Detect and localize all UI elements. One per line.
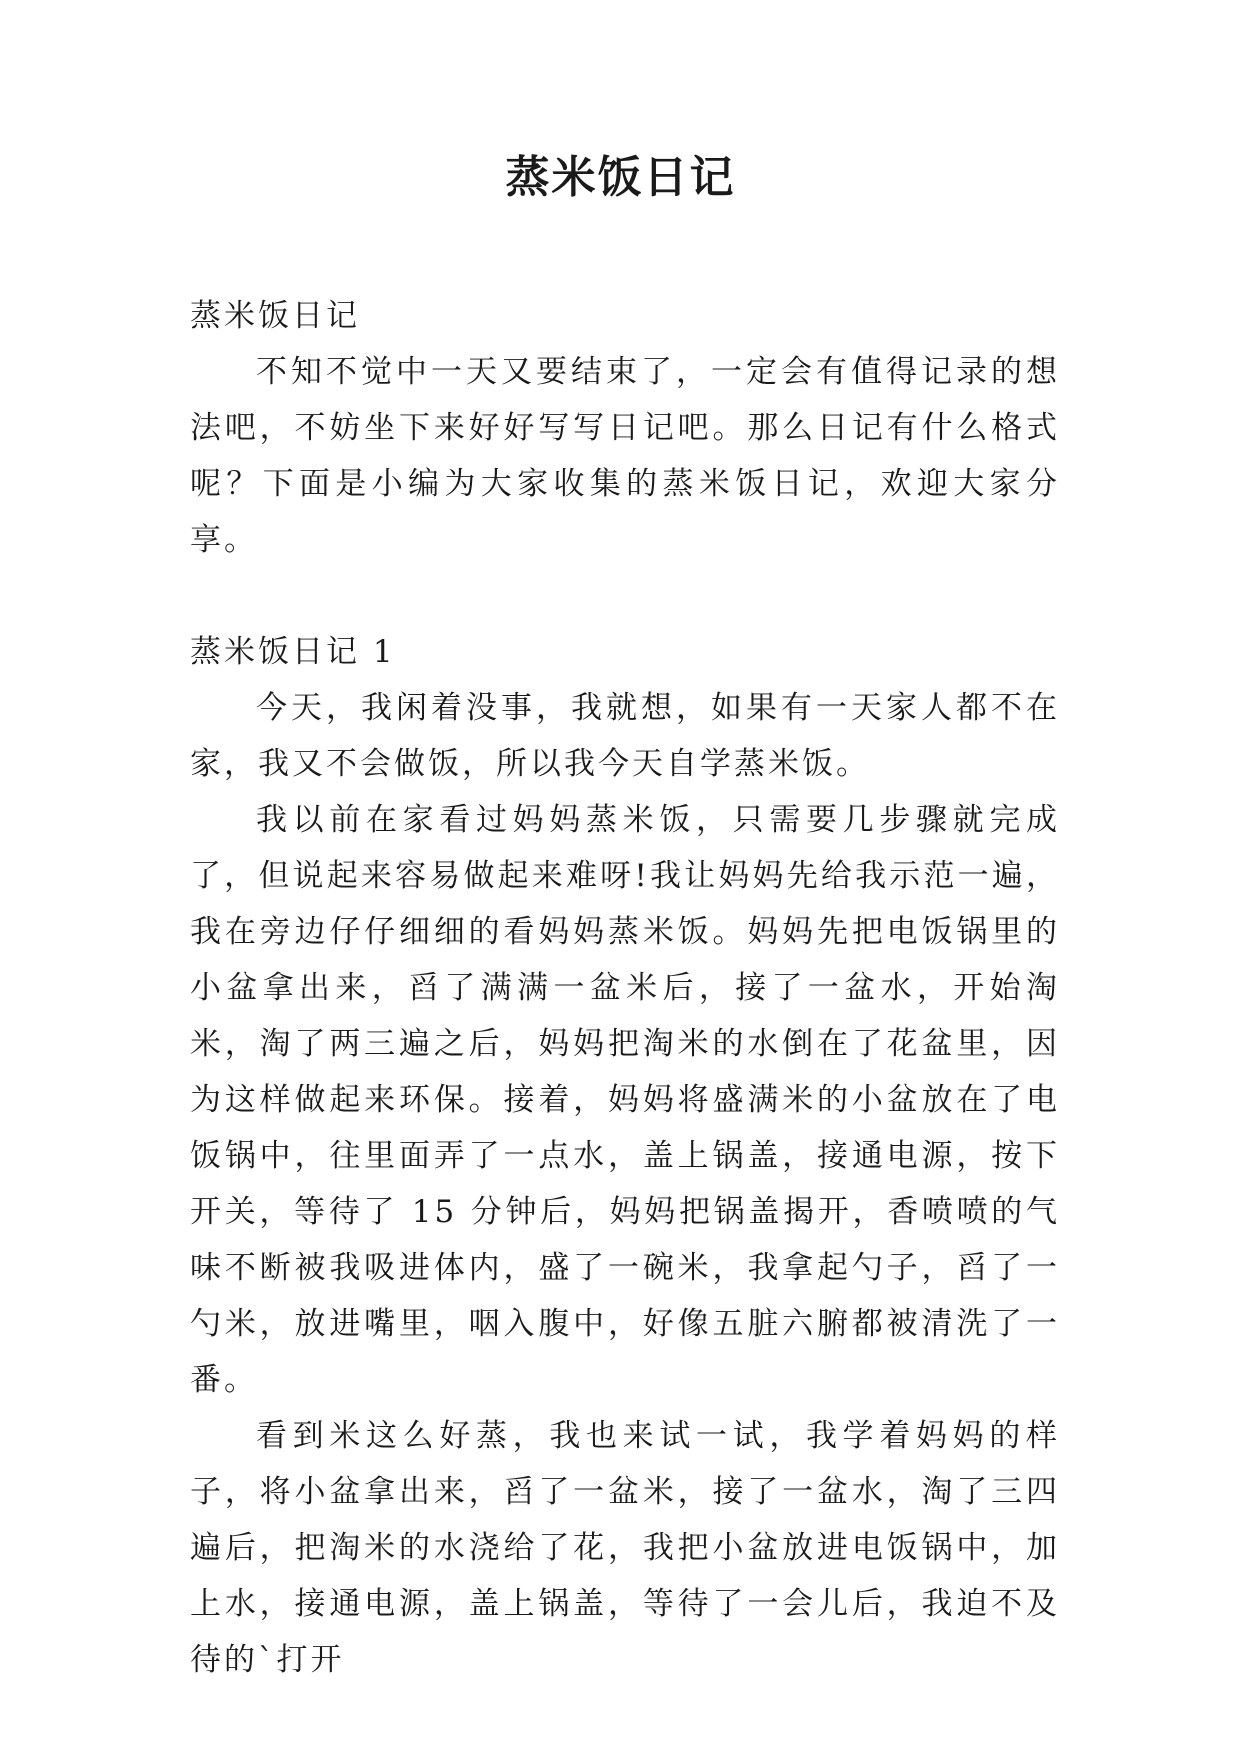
section1-paragraph-2: 我以前在家看过妈妈蒸米饭，只需要几步骤就完成了，但说起来容易做起来难呀!我让妈妈先给我示范一遍，我在旁边仔仔细细的看妈妈蒸米饭。妈妈先把电饭锅里的小盆拿出来，舀了满满一盆米后，接了一盆水，开始淘米，淘了两三遍之后，妈妈把淘米的水倒在了花盆里，因为这样做起来环保。接着，妈妈将盛满米的小盆放在了电饭锅中，往里面弄了一点水，盖上锅盖，接通电源，按下开关，等待了 15 分钟后，妈妈把锅盖揭开，香喷喷的气味不断被我吸进体内，盛了一碗米，我拿起勺子，舀了一勺米，放进嘴里，咽入腹中，好像五脏六腑都被清洗了一番。 [190,802,1060,1398]
intro-heading: 蒸米饭日记 [190,298,360,334]
intro-paragraph: 不知不觉中一天又要结束了，一定会有值得记录的想法吧，不妨坐下来好好写写日记吧。那么日记有什么格式呢？下面是小编为大家收集的蒸米饭日记，欢迎大家分享。 [190,354,1060,558]
document-title: 蒸米饭日记 [505,152,736,203]
section1-paragraph-3: 看到米这么好蒸，我也来试一试，我学着妈妈的样子，将小盆拿出来，舀了一盆米，接了一盆水，淘了三四遍后，把淘米的水浇给了花，我把小盆放进电饭锅中，加上水，接通电源，盖上锅盖，等待了一会儿后，我迫不及待的`打开 [190,1418,1060,1678]
document-body [190,288,1060,1688]
section-spacer [190,568,1060,624]
section-heading-1: 蒸米饭日记 1 [190,634,396,670]
section1-paragraph-1: 今天，我闲着没事，我就想，如果有一天家人都不在家，我又不会做饭，所以我今天自学蒸米饭。 [190,690,1060,782]
